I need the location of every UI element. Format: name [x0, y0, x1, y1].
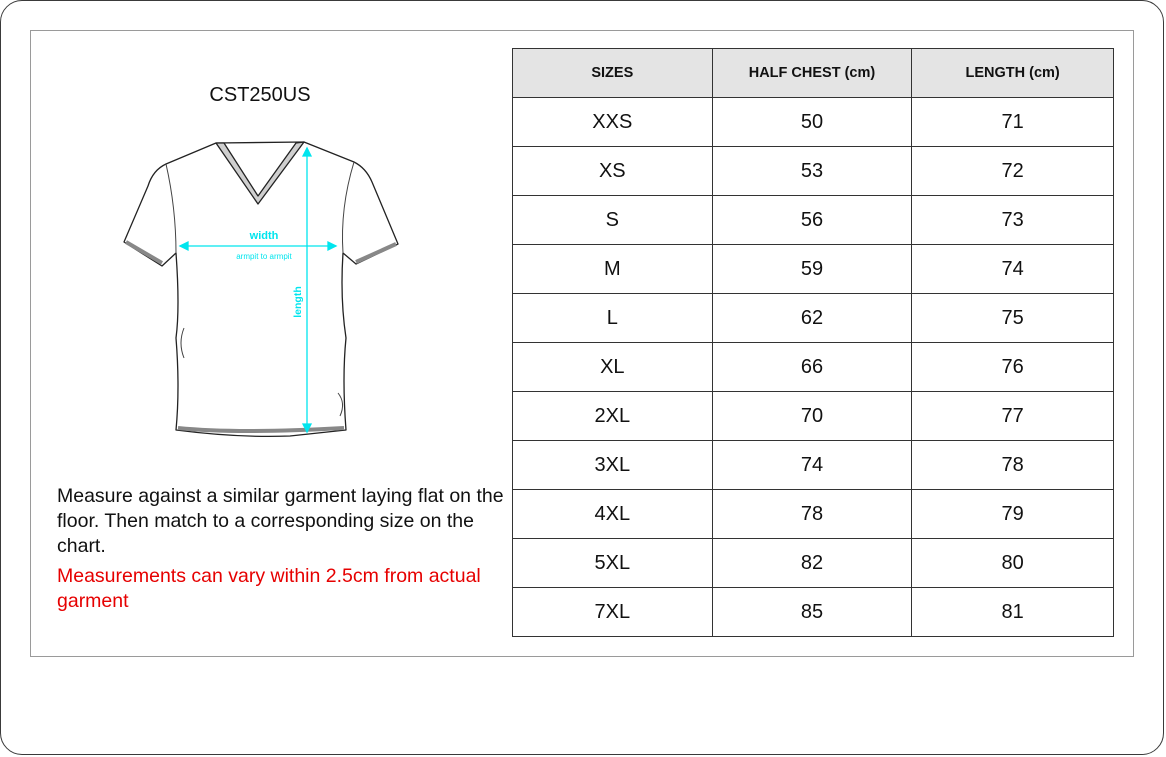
half-chest-cell: 50 — [712, 98, 912, 147]
size-cell: 4XL — [513, 490, 713, 539]
length-cell: 72 — [912, 147, 1114, 196]
half-chest-cell: 85 — [712, 588, 912, 637]
length-label: length — [292, 286, 304, 318]
table-row — [513, 490, 1114, 539]
half-chest-cell: 74 — [712, 441, 912, 490]
size-cell: XS — [513, 147, 713, 196]
size-cell: XL — [513, 343, 713, 392]
size-chart-table — [512, 48, 1114, 637]
header-half-chest: HALF CHEST (cm) — [712, 49, 912, 98]
table-row — [513, 196, 1114, 245]
table-row — [513, 343, 1114, 392]
size-cell: 7XL — [513, 588, 713, 637]
product-code: CST250US — [209, 84, 311, 106]
table-row — [513, 98, 1114, 147]
size-cell: XXS — [513, 98, 713, 147]
header-length: LENGTH (cm) — [912, 49, 1114, 98]
table-row — [513, 539, 1114, 588]
size-cell: M — [513, 245, 713, 294]
length-cell: 77 — [912, 392, 1114, 441]
table-header-row — [513, 49, 1114, 98]
length-cell: 79 — [912, 490, 1114, 539]
half-chest-cell: 82 — [712, 539, 912, 588]
length-cell: 71 — [912, 98, 1114, 147]
size-cell: L — [513, 294, 713, 343]
length-cell: 73 — [912, 196, 1114, 245]
size-cell: 3XL — [513, 441, 713, 490]
half-chest-cell: 70 — [712, 392, 912, 441]
length-cell: 74 — [912, 245, 1114, 294]
table-row — [513, 588, 1114, 637]
half-chest-cell: 59 — [712, 245, 912, 294]
width-label: width — [249, 230, 279, 242]
size-cell: 2XL — [513, 392, 713, 441]
table-row — [513, 294, 1114, 343]
length-cell: 78 — [912, 441, 1114, 490]
half-chest-cell: 62 — [712, 294, 912, 343]
size-cell: 5XL — [513, 539, 713, 588]
length-cell: 75 — [912, 294, 1114, 343]
tshirt-diagram — [118, 138, 408, 443]
half-chest-cell: 56 — [712, 196, 912, 245]
shirt-outline — [124, 142, 398, 436]
length-cell: 76 — [912, 343, 1114, 392]
table-row — [513, 441, 1114, 490]
table-row — [513, 245, 1114, 294]
table-row — [513, 392, 1114, 441]
table-row — [513, 147, 1114, 196]
header-sizes: SIZES — [513, 49, 713, 98]
size-cell: S — [513, 196, 713, 245]
measure-instruction: Measure against a similar garment laying flat on the floor. Then match to a corresponding size on the chart. — [57, 485, 504, 557]
half-chest-cell: 78 — [712, 490, 912, 539]
half-chest-cell: 53 — [712, 147, 912, 196]
width-sub-label: armpit to armpit — [236, 252, 292, 261]
measurement-warning: Measurements can vary within 2.5cm from actual garment — [57, 565, 481, 612]
half-chest-cell: 66 — [712, 343, 912, 392]
length-cell: 80 — [912, 539, 1114, 588]
length-cell: 81 — [912, 588, 1114, 637]
